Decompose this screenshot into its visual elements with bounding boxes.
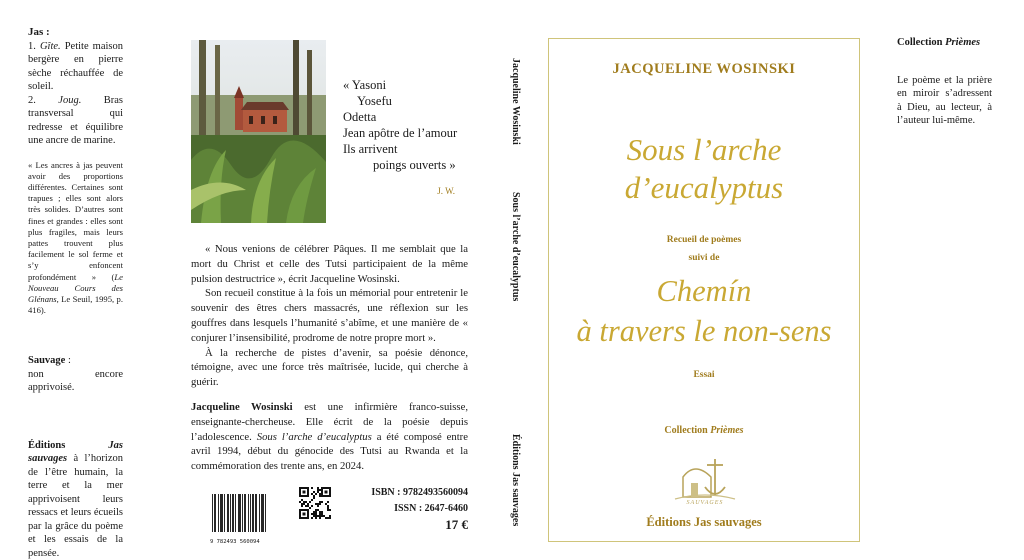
- editions-name: Jas sauvages: [28, 439, 123, 465]
- ancre-quote: [28, 160, 123, 317]
- sauvage-colon: :: [65, 355, 71, 367]
- author-bio-text: a été composé entre avril 1994, début du génocide des Tutsi au Rwanda et la commémoration des trente ans, en 2024.: [191, 430, 468, 473]
- def-number: 2.: [28, 94, 36, 106]
- title-line: Chemín: [656, 274, 752, 308]
- poem-quote: [343, 77, 483, 199]
- sauvage-definition: [28, 354, 123, 395]
- spine-publisher: Éditions Jas sauvages: [510, 434, 521, 527]
- def-word: Gîte.: [39, 40, 61, 52]
- quote-line: Ils arrivent: [343, 142, 398, 156]
- author-bio-title: Sous l’arche d’eucalyptus: [256, 430, 372, 443]
- editions-text: à l’horizon de l’être humain, la terre et la mer apprivoisent leurs ressacs et leurs écueils par la grâce du poème et les essais de la pensée.: [28, 453, 123, 559]
- title-line: à travers le non-sens: [576, 314, 832, 348]
- collection-name: Prièmes: [710, 425, 744, 436]
- def-word: Joug.: [58, 94, 82, 106]
- editions-prefix: Éditions: [28, 439, 109, 451]
- collection-prefix: Collection: [664, 425, 711, 436]
- quote-line: « Yasoni: [343, 78, 387, 92]
- quote-line: Yosefu: [357, 94, 392, 108]
- quote-text: « Les ancres à jas peuvent avoir des proportions différentes. Certaines sont trapues ; elles sont alors très solides. D’autres sont fines et grandes : elles sont plus fragiles, mais leurs pattes trouvent plus facilement le sol ferme et s’y enfoncent profondément »: [28, 159, 123, 282]
- barcode-digits: 9 782493 560094: [210, 539, 260, 545]
- def-text: Petite maison bergère en pierre sèche réchauffée de soleil.: [28, 40, 124, 92]
- collection-prefix: Collection: [897, 37, 946, 48]
- sauvage-text: non encore apprivoisé.: [28, 368, 123, 394]
- left-flap: [28, 26, 123, 560]
- collection-name: Prièmes: [945, 37, 981, 48]
- spine-author: Jacqueline Wosinski: [510, 58, 521, 145]
- front-cover: [548, 38, 860, 542]
- title-line: Sous l’arche: [626, 132, 782, 167]
- source-rest: , Le Seuil, 1995, p. 416).: [28, 293, 123, 316]
- cover-title: [549, 131, 859, 207]
- author-bio: [191, 400, 468, 474]
- issn: ISSN : 2647-6460: [394, 503, 468, 514]
- source-open: (: [111, 271, 115, 282]
- quote-line: Odetta: [343, 110, 377, 124]
- editions-description: [28, 439, 123, 560]
- right-flap-text: Le poème et la prière en miroir s’adressent à Dieu, au lecteur, à l’auteur lui-même.: [897, 74, 992, 126]
- quote-line: Jean apôtre de l’amour: [343, 126, 458, 140]
- right-flap-collection: [897, 36, 992, 50]
- logo-text: SAUVAGES: [686, 500, 724, 506]
- isbn-block: [360, 485, 468, 533]
- qr-code: [299, 487, 331, 519]
- right-flap: [897, 36, 992, 128]
- cover-subtitle: Recueil de poèmes: [666, 235, 742, 245]
- jas-definition-2: [28, 94, 123, 148]
- def-number: 1.: [28, 40, 36, 52]
- jas-heading: Jas :: [28, 26, 50, 38]
- sauvage-heading: Sauvage: [28, 355, 66, 367]
- barcode-bars: [210, 494, 268, 540]
- publisher-logo: [671, 451, 739, 511]
- cover-followed-by: suivi de: [688, 253, 720, 263]
- source-title: Le Nouveau Cours des Glénans: [28, 271, 123, 304]
- spine-title: Sous l’arche d’eucalyptus: [510, 192, 521, 302]
- blurb-paragraph: « Nous venions de célébrer Pâques. Il me semblait que la mort du Christ et celle des Tutsi participaient de la même pulsion destructrice », écrit Jacqueline Wosinski.: [191, 243, 468, 285]
- quote-signature: J. W.: [437, 186, 455, 196]
- cover-author: JACQUELINE WOSINSKI: [612, 61, 796, 77]
- cover-publisher: Éditions Jas sauvages: [646, 515, 762, 529]
- author-bio-text: est une infirmière franco-suisse, enseignante-chercheuse. Elle écrit de la poésie depuis l’adolescence.: [191, 400, 468, 443]
- author-bio-name: Jacqueline Wosinski: [191, 400, 293, 413]
- blurb-paragraph: À la recherche de pistes d’avenir, sa poésie dénonce, témoigne, avec une force très maîtrisée, lucide, qui cherche à guérir.: [191, 346, 468, 389]
- quote-line: poings ouverts »: [373, 158, 456, 172]
- isbn: ISBN : 9782493560094: [371, 487, 468, 498]
- cover-second-title: [549, 271, 859, 351]
- cover-genre: Essai: [693, 370, 715, 380]
- church-photo: [191, 40, 326, 223]
- back-cover-blurb: [191, 242, 468, 474]
- cover-collection: [549, 425, 859, 436]
- def-text: Bras transversal qui redresse et équilibre une ancre de marine.: [28, 94, 124, 146]
- barcode: [210, 494, 268, 545]
- jas-definition-1: [28, 40, 123, 94]
- title-line: d’eucalyptus: [624, 170, 784, 205]
- price: 17 €: [445, 517, 468, 532]
- blurb-paragraph: Son recueil constitue à la fois un mémorial pour entretenir le souvenir des êtres chers massacrés, une réflexion sur les gouffres dans lesquels l’humanité s’abîme, et une manière de « conjurer l’insensibilité, prodrome de notre propre mort ».: [191, 287, 468, 344]
